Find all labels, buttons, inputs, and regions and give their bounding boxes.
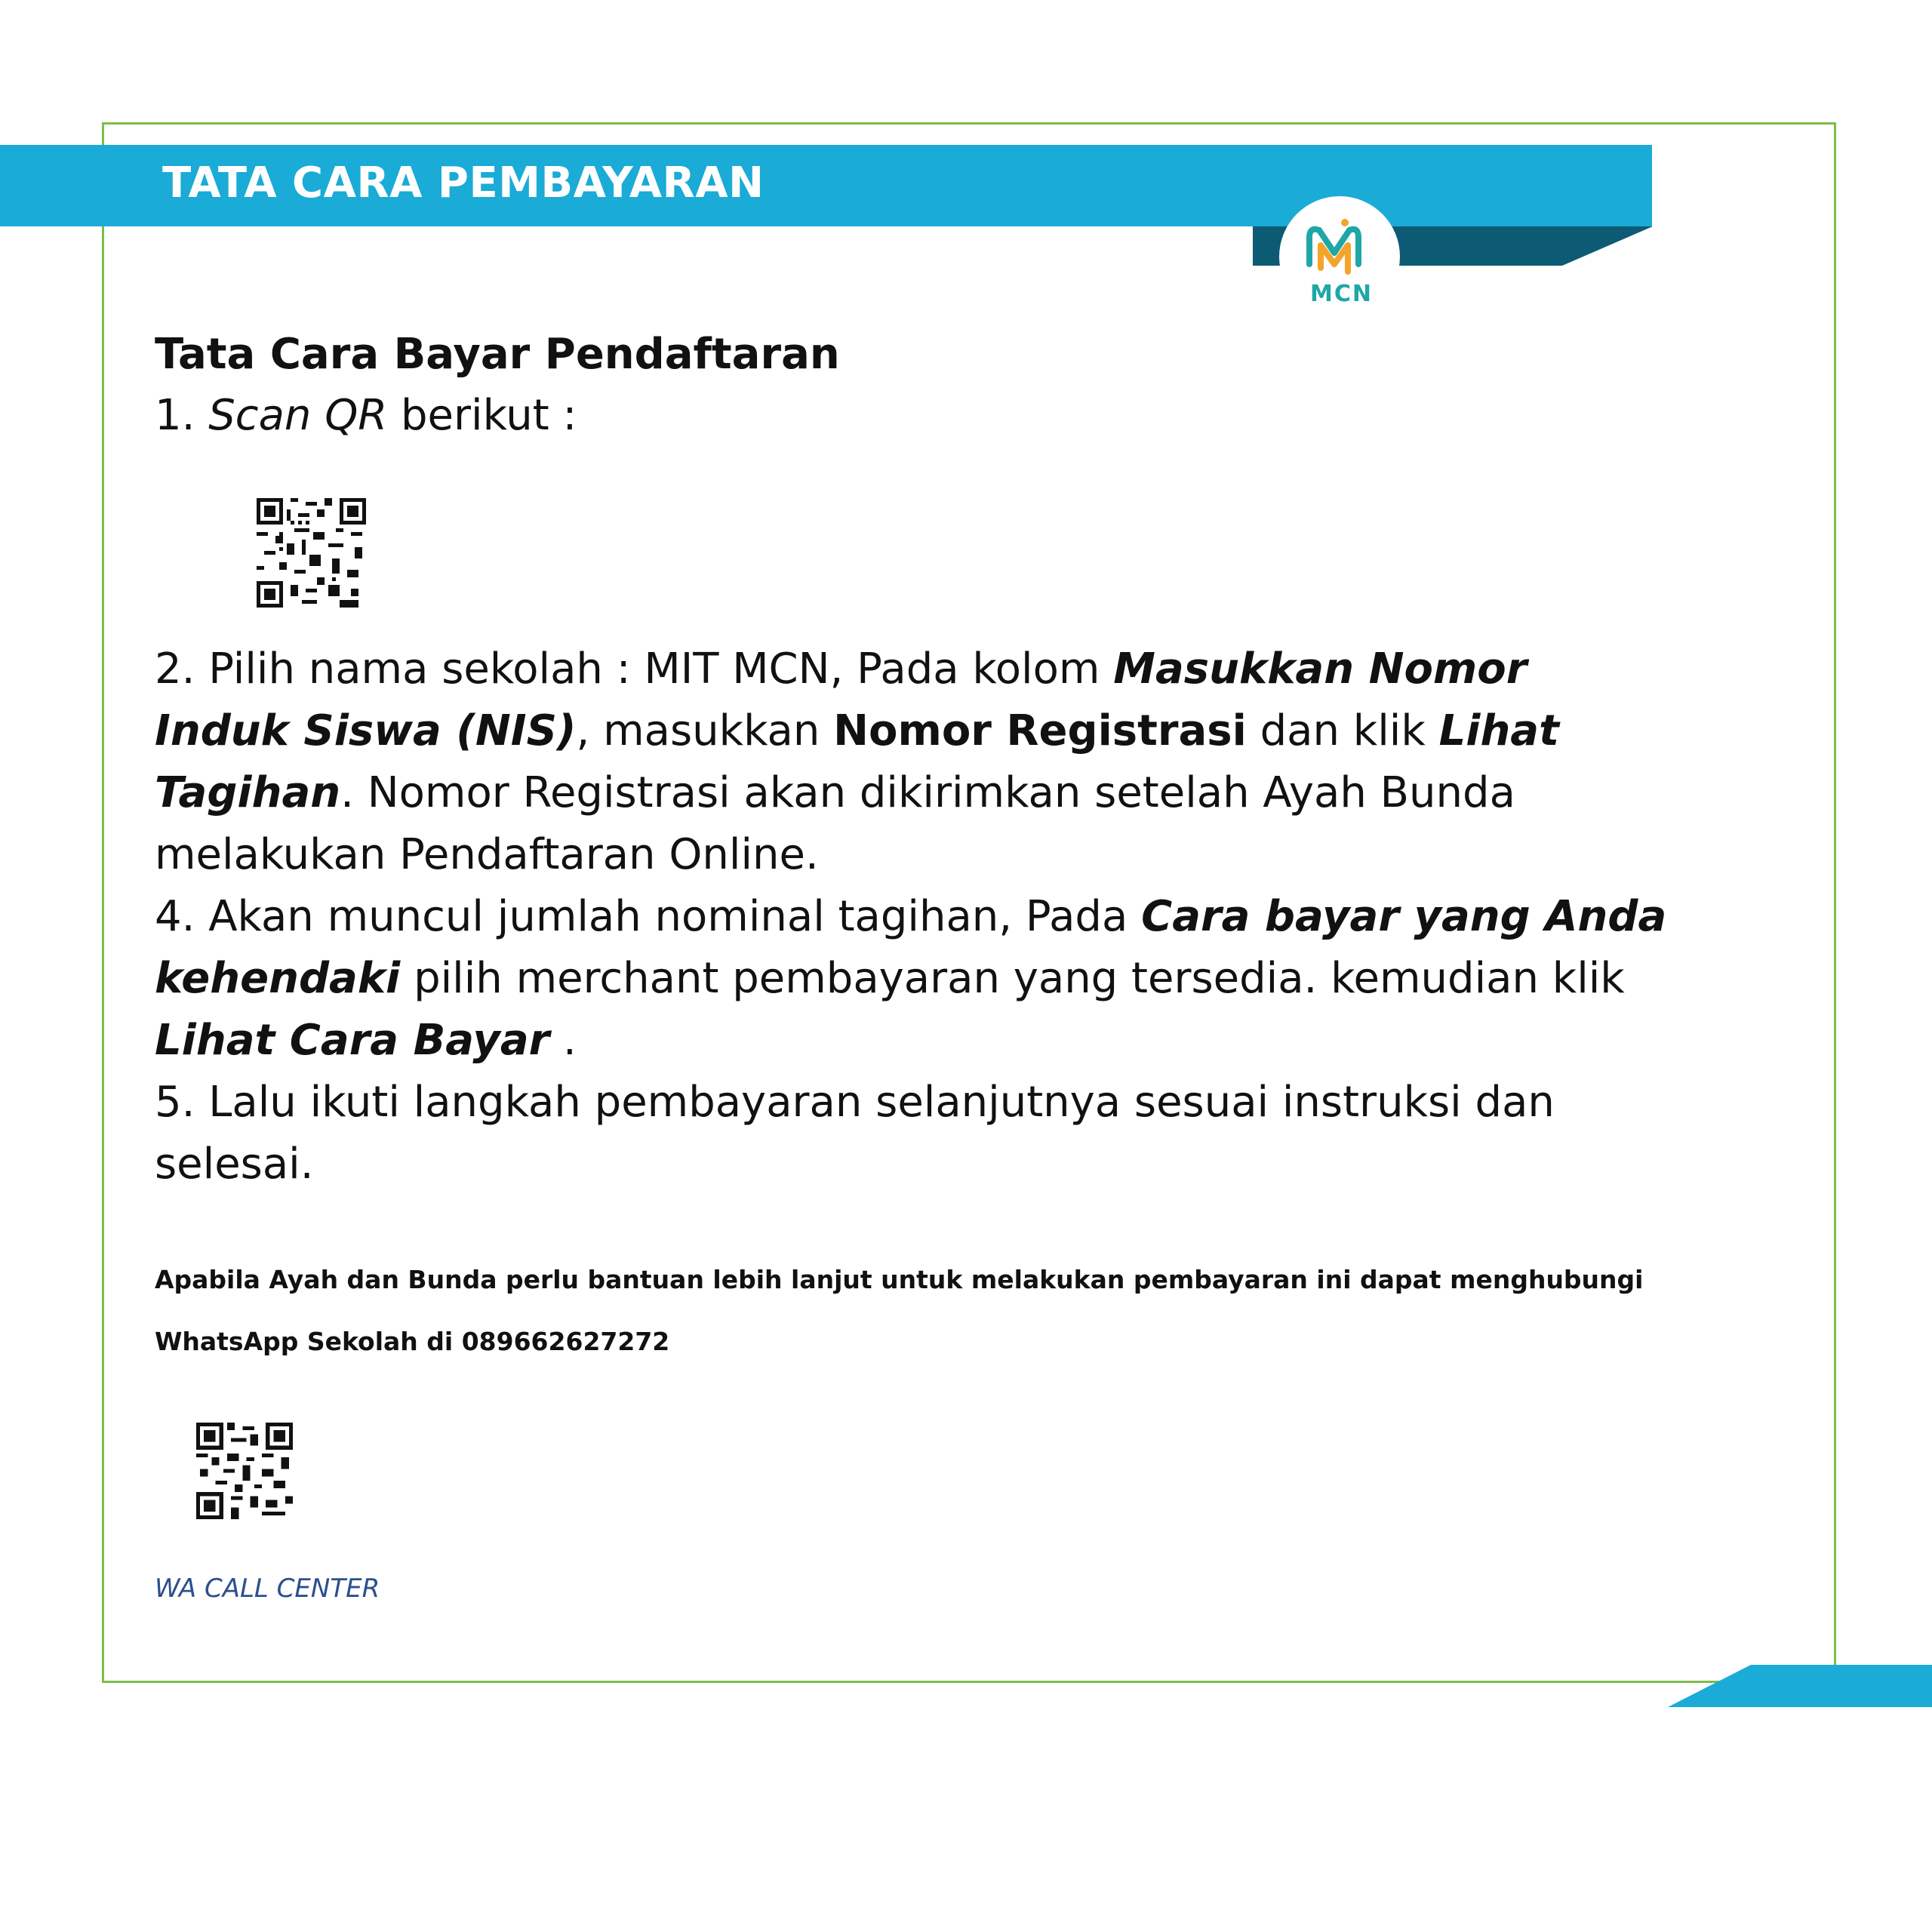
step-4-text-c: .: [549, 1016, 577, 1065]
step-2-field-nis: Masukkan Nomor Induk Siswa (NIS): [155, 645, 1527, 755]
instructions-steps: [155, 638, 1672, 1195]
step-1: [155, 385, 1694, 447]
wa-call-center-qr-code[interactable]: [196, 1423, 293, 1519]
step-4-text-b: pilih merchant pembayaran yang tersedia. kemudian klik: [400, 954, 1625, 1003]
step-2-lihat-tagihan: Lihat Tagihan: [155, 706, 1559, 817]
step-1-scan-qr: Scan QR: [208, 391, 388, 440]
footer-accent-wedge: [1668, 1665, 1932, 1707]
step-4-cara-bayar: Cara bayar yang Anda kehendaki: [155, 892, 1667, 1003]
help-note: Apabila Ayah dan Bunda perlu bantuan lebih lanjut untuk melakukan pembayaran ini dapat menghubungi WhatsApp Sekolah di 089662627272: [155, 1265, 1644, 1356]
registration-qr-code[interactable]: [257, 498, 366, 608]
step-2-text-a: 2. Pilih nama sekolah : MIT MCN, Pada kolom: [155, 645, 1114, 694]
step-2-text-b: , masukkan: [576, 706, 834, 755]
section-heading: Tata Cara Bayar Pendaftaran: [155, 330, 840, 379]
page-title: TATA CARA PEMBAYARAN: [162, 158, 764, 208]
instructions-header: [155, 325, 1694, 447]
step-2-text-c: dan klik: [1246, 706, 1439, 755]
step-4-text-a: 4. Akan muncul jumlah nominal tagihan, Pada: [155, 892, 1142, 941]
step-2: [155, 638, 1672, 886]
logo-text: MCN: [1310, 281, 1373, 307]
step-2-text-d: . Nomor Registrasi akan dikirimkan setelah Ayah Bunda melakukan Pendaftaran Online.: [155, 768, 1515, 879]
step-5: 5. Lalu ikuti langkah pembayaran selanjutnya sesuai instruksi dan selesai.: [155, 1078, 1555, 1189]
step-4: [155, 886, 1672, 1072]
wa-call-center-caption: WA CALL CENTER: [155, 1574, 380, 1604]
step-4-lihat-cara-bayar: Lihat Cara Bayar: [155, 1016, 550, 1065]
step-1-number: 1.: [155, 391, 195, 440]
step-1-rest: berikut :: [401, 391, 577, 440]
step-2-nomor-registrasi: Nomor Registrasi: [833, 706, 1247, 755]
